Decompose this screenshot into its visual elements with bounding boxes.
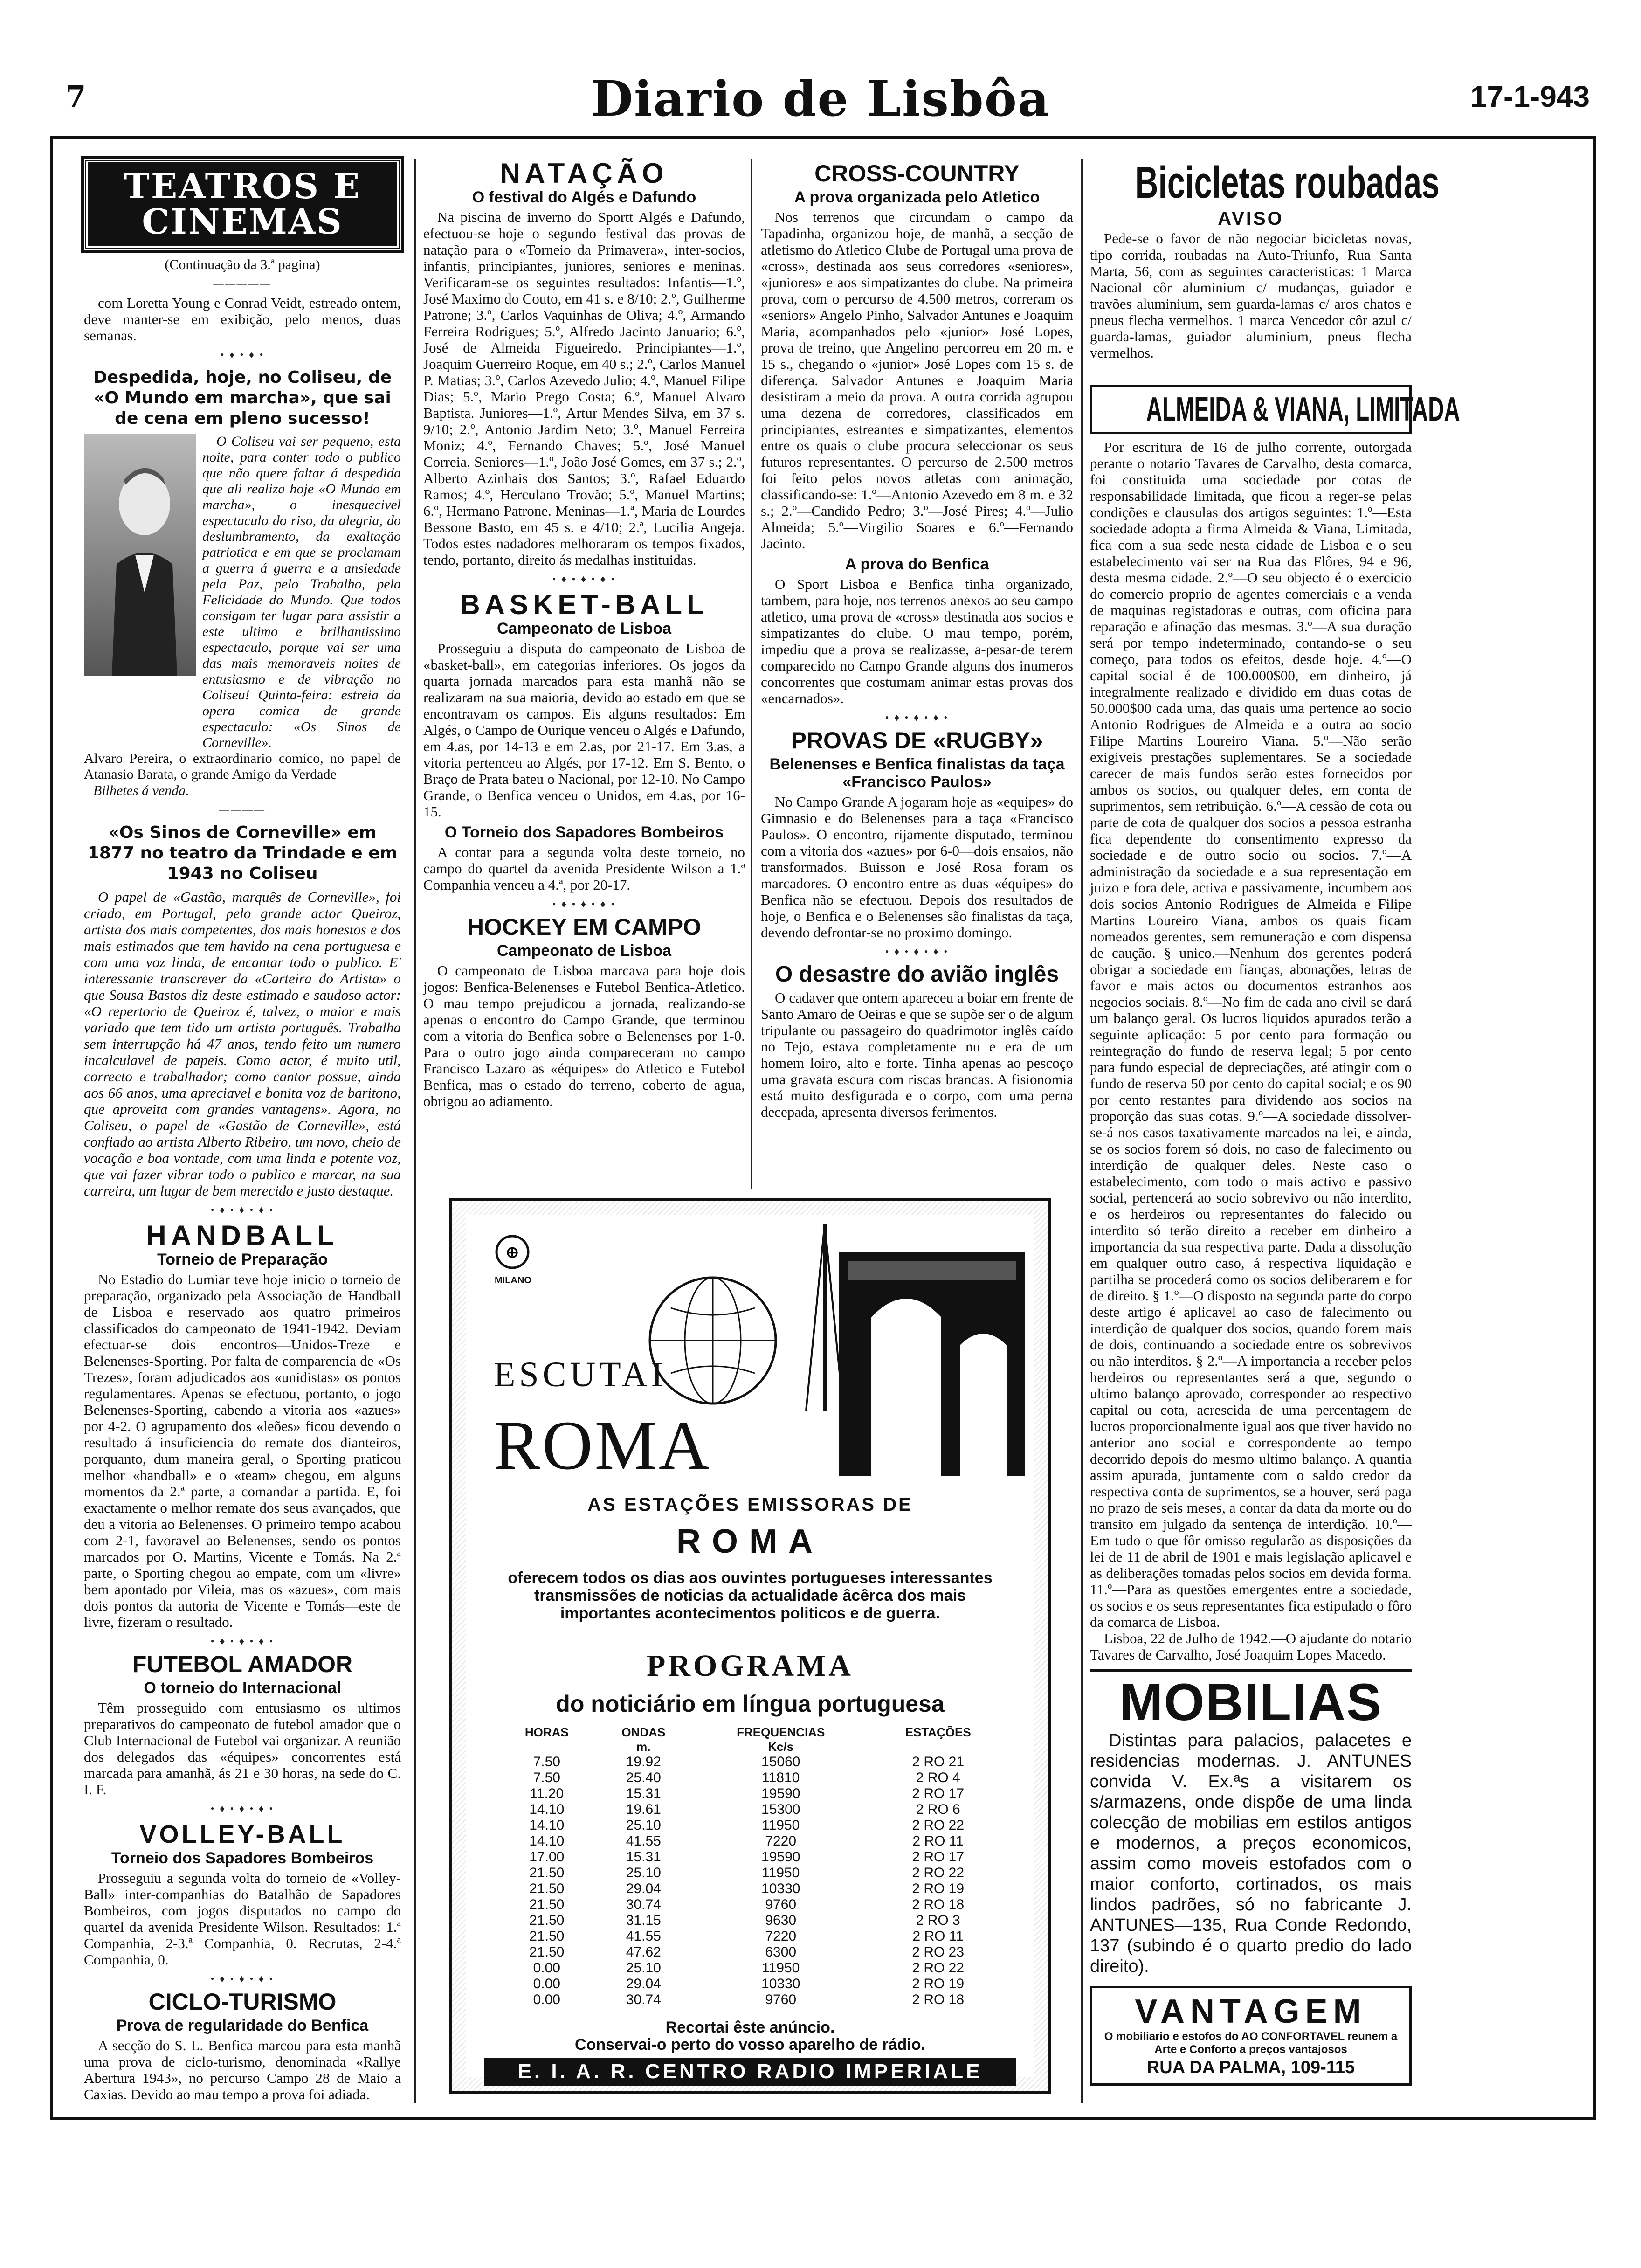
almeida-headline: ALMEIDA & VIANA, LIMITADA [1146, 391, 1460, 428]
frequencia-cell: 7220 [765, 1833, 797, 1849]
onda-cell: 30.74 [626, 1897, 661, 1912]
hora-cell: 17.00 [529, 1849, 565, 1865]
rugby-headline: PROVAS DE «RUGBY» [791, 727, 1043, 754]
hora-cell: 11.20 [530, 1786, 564, 1801]
separator: • ♦ • ♦ • ♦ • [210, 1635, 275, 1647]
futebol-subhead: O torneio do Internacional [144, 1679, 341, 1697]
teatros-cinemas-banner: TEATROS E CINEMAS [84, 159, 401, 250]
onda-cell: 25.40 [626, 1770, 661, 1785]
hockey-text: O campeonato de Lisboa marcava para hoje dois jogos: Benfica-Belenenses e Futebol Benfica-Atletico. O mau tempo prejudicou a jornada, realizando-se apenas o encontro do Campo Grande, que terminou com a vitoria do Benfica sobre o Belenenses por 1-0. Para o outro jogo ainda compareceram no campo Francisco Lazaro as «équipes» do Atletico e Futebol Benfica, mas o estado do terreno, coberto de agua, obrigou ao adiamento. [423, 962, 745, 1109]
column-1 [84, 159, 401, 2102]
natacao-headline: NATAÇÃO [500, 158, 669, 189]
cinema-intro: com Loretta Young e Conrad Veidt, estreado ontem, deve manter-se em exibição, pelo menos, duas semanas. [84, 295, 401, 344]
onda-cell: 41.55 [626, 1929, 661, 1944]
schedule-row [498, 1944, 1007, 1960]
almeida-box [1090, 385, 1460, 434]
despedida-text: O Coliseu vai ser pequeno, esta noite, para conter todo o publico que não quere faltar á despedida que ali realiza hoje «O Mundo em marcha», o inesquecivel espectaculo do riso, da alegria, do deslumbramento, da exaltação patriotica e em que se proclamam a guerra á guerra e a ansiedade pela Paz, pelo Trabalho, pela Felicidade do Mundo. Que todos consigam ter lugar para assistir a este ultimo e brilhantissimo espectaculo, porque vai ser uma das mais memoraveis noites de entusiasmo e de vibração no Coliseu! Quinta-feira: estreia da opera comica de grande espectaculo: «Os Sinos de Corneville». [202, 434, 401, 750]
benfica-text: O Sport Lisboa e Benfica tinha organizado, tambem, para hoje, nos terrenos anexos ao seu campo atletico, uma prova de «cross» destinada aos socios e simpatizantes do clube. O mau tempo, porém, impediu que a prova se realizasse, a-pesar-de terem comparecido no Campo Grande alguns dos inumeros concorrentes que costumam animar estas provas dos «encarnados». [761, 576, 1073, 706]
frequencia-cell: 10330 [761, 1881, 800, 1896]
basket-subhead: Campeonato de Lisboa [496, 620, 672, 637]
programa-text: PROGRAMA [647, 1649, 854, 1683]
oferecem-text: oferecem todos os dias aos ouvintes portugueses interessantes transmissões de noticias da actualidade âcêrca dos mais importantes acontecimentos politicos e de guerra. [508, 1569, 993, 1622]
frequencia-cell: 11950 [762, 1960, 800, 1976]
estacao-cell: 2 RO 17 [912, 1849, 965, 1865]
column-3 [761, 159, 1073, 1120]
schedule-header-row [498, 1725, 1007, 1740]
onda-cell: 29.04 [626, 1976, 661, 1991]
onda-cell: 15.31 [626, 1786, 661, 1801]
onda-cell: 25.10 [626, 1865, 661, 1881]
frequencia-cell: 6300 [765, 1944, 797, 1960]
actor-photo-block [84, 434, 196, 751]
roman-arch-illustration [773, 1224, 1034, 1485]
frequencia-cell: 19590 [761, 1849, 800, 1865]
frequencia-cell: 15300 [761, 1802, 800, 1817]
schedule-table [498, 1725, 1007, 2008]
hockey-headline: HOCKEY EM CAMPO [467, 914, 701, 940]
separator: ————— [1221, 366, 1280, 378]
separator: • ♦ • ♦ • ♦ • [210, 1973, 275, 1984]
hora-cell: 21.50 [529, 1929, 565, 1944]
frequencia-cell: 9760 [765, 1992, 797, 2007]
handball-headline: HANDBALL [146, 1220, 339, 1251]
schedule-row [498, 1976, 1007, 1992]
continuation-note: (Continuação da 3.ª pagina) [165, 257, 320, 272]
sinos-headline: «Os Sinos de Corneville» em 1877 no teatro da Trindade e em 1943 no Coliseu [87, 823, 398, 883]
cross-headline: CROSS-COUNTRY [814, 160, 1020, 187]
conservai-text: Conservai-o perto do vosso aparelho de rádio. [575, 2036, 925, 2054]
aviao-text: O cadaver que ontem apareceu a boiar em frente de Santo Amaro de Oeiras e que se supõe ser o de algum tripulante ou passageiro do quadrimotor inglês caído no Tejo, estava completamente nu e era de um homem loiro, alto e forte. Tinha apenas ao pescoço uma gravata escura com riscas brancas. A fisionomia está muito desfigurada e o corpo, com uma perna decepada, apresenta diversos ferimentos. [761, 989, 1073, 1120]
header-horas: HORAS [524, 1725, 569, 1739]
estacao-cell: 2 RO 19 [912, 1976, 965, 1991]
despedida-headline: Despedida, hoje, no Coliseu, de «O Mundo em marcha», que sai de cena em pleno sucesso! [93, 368, 392, 428]
separator: • ♦ • ♦ • ♦ • [210, 1204, 275, 1216]
noticiario-text: do noticiário em língua portuguesa [556, 1691, 945, 1717]
schedule-row [498, 1754, 1007, 1770]
separator: • ♦ • ♦ • ♦ • [885, 712, 949, 723]
frequencia-cell: 9630 [765, 1913, 797, 1928]
onda-cell: 19.61 [626, 1802, 661, 1817]
schedule-row [498, 1865, 1007, 1881]
despedida-block [84, 434, 401, 751]
onda-cell: 47.62 [626, 1944, 661, 1960]
estacao-cell: 2 RO 18 [912, 1897, 965, 1912]
actor-photo [84, 434, 196, 676]
estacao-cell: 2 RO 11 [912, 1929, 964, 1944]
mobilias-ad [1090, 1669, 1412, 1977]
unit-ondas: m. [636, 1740, 651, 1754]
sinos-text: O papel de «Gastão, marquês de Corneville», foi criado, em Portugal, pelo grande actor Queiroz, artista dos mais competentes, dos mais honestos e dos mais estimados que tem havido na cena portuguesa e com uma voz linda, de encantar todo o publico. E' interessante transcrever da «Carteira do Artista» o que Sousa Bastos diz deste estimado e saudoso actor: «O repertorio de Queiroz é, talvez, o maior e mais variado que tem tido um artista português. Trabalha sem interrupção há 47 anos, tendo feito um numero incalculavel de papeis. Como actor, é muito util, correcto e trabalhador; como cantor possue, ainda aos 66 anos, uma apreciavel e bonita voz de baritono, que aproveita com grandes vantagens». Agora, no Coliseu, o papel de «Gastão de Corneville», está confiado ao artista Alberto Ribeiro, um novo, cheio de vocação e boa vontade, com uma linda e potente voz, que vai fazer vibrar todo o publico e marcar, na sua carreira, um lugar de bem merecido e justo destaque. [84, 889, 401, 1199]
hora-cell: 0.00 [533, 1992, 560, 2007]
handball-text: No Estadio do Lumiar teve hoje inicio o torneio de preparação, organizado pela Associação de Handball de Lisboa e reservado aos quatro primeiros classificados do campeonato de 1941-1942. Deviam efectuar-se dois encontros—Unidos-Treze e Belenenses-Sporting. Por falta de comparencia de «Os Trezes», foram adjudicados aos «unidistas» os pontos regulamentares. Apenas se efectuou, portanto, o jogo Belenenses-Sporting, cabendo a vitoria aos «azues» por 4-2. O agrupamento dos «leões» ficou devendo o resultado á insuficiencia do remate dos dianteiros, porquanto, dum maneira geral, o Sporting praticou melhor «handball» e o «team» chegou, em alguns momentos da 2.ª parte, a comandar a partida. E, foi exactamente o melhor remate dos seus avançados, que deu a vitoria ao Belenenses. O primeiro tempo acabou com 2-1, favoravel ao Belenenses, sendo os pontos marcados por O. Martins, Vicente e Tomás. Na 2.ª parte, o Sporting chegou ao empate, com um «livre» bem apontado por Vileia, mas os «azues», com mais dois pontos da autoria de Vicente e Tomás—este de livre, fizeram o resultado. [84, 1271, 401, 1630]
schedule-row [498, 1881, 1007, 1897]
estacao-cell: 2 RO 22 [912, 1960, 965, 1976]
estacao-cell: 2 RO 3 [916, 1913, 960, 1928]
separator: • ♦ • ♦ • ♦ • [885, 946, 949, 957]
estacao-cell: 2 RO 19 [912, 1881, 965, 1896]
basket-text: Prosseguiu a disputa do campeonato de Lisboa de «basket-ball», em categorias inferiores. Os jogos da quarta jornada marcados para esta manhã não se realizaram na sua maioria, devido ao estado em que se encontravam os campos. Eis alguns resultados: Em Algés, o Campo de Ourique venceu o Algés e Dafundo, em 4.as, por 14-13 e em 2.as, por 21-17. Em 3.as, a vitoria pertenceu ao Algés, por 17-12. Em S. Bento, o Braço de Prata bateu o Nacional, por 12-10. No Campo Grande, o Benfica venceu o Unidos, em 4.as, por 16-15. [423, 640, 745, 820]
estacao-cell: 2 RO 17 [912, 1786, 965, 1801]
estacao-cell: 2 RO 6 [916, 1802, 960, 1817]
frequencia-cell: 11950 [762, 1865, 800, 1881]
vantagem-address: RUA DA PALMA, 109-115 [1146, 2058, 1355, 2077]
schedule-row [498, 1960, 1007, 1976]
aviso-subhead: AVISO [1218, 208, 1284, 229]
recortai-text: Recortai êste anúncio. [665, 2019, 835, 2036]
onda-cell: 19.92 [626, 1754, 661, 1770]
hora-cell: 21.50 [529, 1865, 565, 1881]
almeida-text: Por escritura de 16 de julho corrente, outorgada perante o notario Tavares de Carvalho, desta comarca, foi constituida uma sociedade por cotas de responsabilidade limitada, que ficou a reger-se pelas condições e clausulas dos artigos seguintes: 1.º—Esta sociedade adopta a firma Almeida & Viana, Limitada, fica com a sua sede nesta cidade de Lisboa e o seu estabelecimento vai ser na Rua das Flôres, 94 e 96, desta mesma cidade. 2.º—O seu objecto é o exercicio do comercio proprio de agentes comerciais e a venda de maquinas registadoras e outras, com oficina para reparação e afinação das mesmas. 3.º—A sua duração será por tempo indeterminado, contando-se o seu começo, para todos os efeitos, desde hoje. 4.º—O capital social é de 100.000$00, em dinheiro, já integralmente realizado e dividido em duas cotas de 50.000$00 cada uma, das quais uma pertence ao socio Antonio Rodrigues de Almeida e a outra ao socio Filipe Martins Loureiro Viana. 5.º—Não serão exigiveis prestações suplementares. Se a sociedade carecer de mais fundos serão estes fornecidos por ambos os socios, ou qualquer deles, em conta de suprimentos, sem retribuição. 6.º—A cessão de cota ou parte de cota de qualquer dos socios a pessoa estranha fica dependente do consentimento expresso da sociedade e de outro socio ou socios. 7.º—A administração da sociedade e a sua representação em juizo e fora dele, activa e passivamente, incumbem aos dois socios Antonio Rodrigues de Almeida e Filipe Martins Loureiro Viana, ambos os quais ficam nomeados gerentes, sem remuneração e com dispensa de caução. § unico.—Nenhum dos gerentes poderá obrigar a sociedade em fianças, abonações, letras de favor e mais actos ou documentos estranhos aos negocios sociais. 8.º—No fim de cada ano civil se dará um balanço geral. Os lucros liquidos apurados terão a seguinte aplicação: 5 por cento para formação ou reintegração do fundo de reserva legal; 5 por cento para fundo especial de depreciações, até atingir com o fundo de reserva 50 por cento do capital social; e os 90 por cento restantes para dividendo aos socios na proporção das suas cotas. 9.º—A sociedade dissolver-se-á nos casos taxativamente marcados na lei, e ainda, se os socios forem só dois, no caso de falecimento ou interdição de qualquer deles. Neste caso o estabelecimento, com todo o mais activo e passivo social, pertencerá ao socio sobrevivo ou não interdito, e os herdeiros ou representantes do falecido ou interdito só terão direito a receber em dinheiro a importancia da sua respectiva parte. Dada a dissolução em qualquer outro caso, á respectiva liquidação e partilha se procederá como os socios deliberarem e for de direito. § 1.º—O disposto na segunda parte do corpo deste artigo é aplicavel ao caso de falecimento ou interdição de qualquer dos socios, quando forem mais de dois, continuando a sociedade entre os sobrevivos ou não interditos. § 2.º—A importancia a receber pelos herdeiros ou representantes será a que, segundo o ultimo balanço aprovado, corresponder ao respectivo capital ou cota, acrescida de uma percentagem de lucros proporcionalmente igual aos que tiver havido no anterior ano social e correspondente ao tempo decorrido depois do mesmo ultimo balanço. A quantia assim apurada, juntamente com o saldo credor da respectiva conta de suprimentos, se a houver, será paga no prazo de seis meses, a contar da data da morte ou do transito em julgado da sentença de interdição. 10.º—Em tudo o que fôr omisso regularão as disposições da lei de 11 de abril de 1901 e mais legislação aplicavel e as deliberações tomadas pelos socios em devida forma. 11.º—Para as questões emergentes entre a sociedade, os socios e os seus representantes fica estipulado o fôro da comarca de Lisboa. [1090, 439, 1412, 1630]
schedule-units-row [498, 1740, 1007, 1754]
ciclo-headline: CICLO-TURISMO [148, 1989, 337, 2015]
rugby-text: No Campo Grande A jogaram hoje as «equipes» do Gimnasio e do Belenenses para a taça «Francisco Paulos». O encontro, rijamente disputado, terminou com a vitoria dos «azues» por 6-0—dois ensaios, não transformados. Buisson e José Rosa foram os marcadores. O encontro entre as duas «équipes» do Benfica não se efectuou. Depois dos resultados de hoje, o Benfica e o Belenenses são finalistas da taça, devendo defrontar-se no proximo domingo. [761, 794, 1073, 940]
hora-cell: 7.50 [533, 1754, 560, 1770]
separator: • ♦ • ♦ • [220, 349, 265, 360]
hora-cell: 0.00 [533, 1976, 560, 1991]
schedule-row [498, 1786, 1007, 1802]
column-divider [751, 159, 752, 1189]
hora-cell: 14.10 [529, 1833, 565, 1849]
handball-subhead: Torneio de Preparação [157, 1251, 328, 1268]
hora-cell: 21.50 [529, 1897, 565, 1912]
estacao-cell: 2 RO 22 [912, 1865, 965, 1881]
header-ondas: ONDAS [621, 1725, 666, 1739]
hora-cell: 7.50 [533, 1770, 560, 1785]
rugby-subhead: Belenenses e Benfica finalistas da taça «Francisco Paulos» [769, 755, 1065, 791]
page-number: 7 [65, 79, 86, 114]
schedule-row [498, 1818, 1007, 1833]
hora-cell: 21.50 [529, 1944, 565, 1960]
escutai-text: ESCUTAI [494, 1355, 667, 1394]
frequencia-cell: 7220 [765, 1929, 797, 1944]
estacao-cell: 2 RO 21 [912, 1754, 965, 1770]
onda-cell: 29.04 [626, 1881, 661, 1896]
cross-subhead: A prova organizada pelo Atletico [794, 188, 1040, 206]
onda-cell: 30.74 [626, 1992, 661, 2007]
separator: • ♦ • ♦ • ♦ • [552, 573, 616, 585]
roma-big-text: ROMA [494, 1407, 711, 1484]
column-2 [423, 159, 745, 1109]
schedule-row [498, 1770, 1007, 1786]
separator: ————— [213, 278, 272, 290]
onda-cell: 31.15 [626, 1913, 661, 1928]
estacao-cell: 2 RO 11 [912, 1833, 964, 1849]
issue-date: 17-1-943 [1470, 80, 1590, 113]
hora-cell: 0.00 [533, 1960, 560, 1976]
hora-cell: 14.10 [529, 1802, 565, 1817]
column-divider [414, 159, 416, 2103]
onda-cell: 25.10 [626, 1818, 661, 1833]
schedule-body [498, 1754, 1007, 2008]
separator: • ♦ • ♦ • ♦ • [552, 898, 616, 910]
estacao-cell: 2 RO 18 [912, 1992, 965, 2007]
roma-mid-text: ROMA [676, 1523, 824, 1560]
volley-text: Prosseguiu a segunda volta do torneio de «Volley-Ball» inter-companhias do Batalhão de Sapadores Bombeiros, com jogos disputados no campo do quartel da avenida Presidente Wilson. Resultados: 1.ª Companhia, 2-3.ª Companhia, 0. Recrutas, 2-4.ª Companhia, 0. [84, 1870, 401, 1968]
estacao-cell: 2 RO 22 [912, 1818, 965, 1833]
ciclo-subhead: Prova de regularidade do Benfica [116, 2017, 369, 2034]
onda-cell: 25.10 [626, 1960, 661, 1976]
onda-cell: 15.31 [626, 1849, 661, 1865]
bicicletas-headline: Bicicletas roubadas [1135, 158, 1440, 207]
unit-estacoes [869, 1740, 1007, 1754]
schedule-row [498, 1913, 1007, 1929]
schedule-row [498, 1929, 1007, 1944]
hora-cell: 21.50 [529, 1913, 565, 1928]
aviao-headline: O desastre do avião inglês [775, 962, 1059, 987]
volley-headline: VOLLEY-BALL [139, 1820, 345, 1848]
hora-cell: 14.10 [529, 1818, 565, 1833]
frequencia-cell: 19590 [761, 1786, 800, 1801]
bilhetes-note: Bilhetes á venda. [93, 783, 189, 798]
column-4 [1090, 158, 1460, 2086]
cross-text: Nos terrenos que circundam o campo da Tapadinha, organizou hoje, de manhã, a secção de atletismo do Atletico Clube de Portugal uma prova de «cross», destinada aos seus corredores «seniores», «juniores» e aos simpatizantes do clube. Na primeira prova, com o percurso de 4.500 metros, correram os «seniors» Angelo Pinho, Salvador Antunes e Joaquim Maria, acompanhados pelo «junior» José Lopes, prova de treino, que Angelino percorreu em 20 m. e 15 s., chegando o «junior» José Lopes com 15 s. de diferença. Salvador Antunes e Joaquim Maria desistiram a meio da prova. A outra corrida agrupou uma dezena de corredores, classificados em principiantes, estreantes e simpatizantes, elementos entre os quais o clube procura seleccionar os seus futuros representantes. O percurso de 2.500 metros foi feito pelos novos atletas com animação, classificando-se: 1.º—Antonio Azevedo em 8 m. e 32 s.; 2.º—Candido Pedro; 3.º—José Pires; 4.º—Julio Almeida; 5.º—Virgilio Soares e 6.º—Fernando Jacinto. [761, 209, 1073, 552]
natacao-text: Na piscina de inverno do Sportt Algés e Dafundo, efectuou-se hoje o segundo festival das provas de natação para o «Torneio da Primavera», inter-socios, infantis, principiantes, juniores, seniores e meninas. Verificaram-se os seguintes resultados: Infantis—1.º, José Maximo do Couto, em 41 s. e 8/10; 2.º, Guilherme Patrone; 3.º, Carlos Vaquinhas de Oliva; 4.º, Armando Ferreira Rodrigues; 5.º, Alfredo Jacinto Januario; 6.º, José de Almeida Figueiredo. Principiantes—1.º, Joaquim Guerreiro Roque, em 40 s.; 2.º, Carlos Manuel P. Matias; 3.º, Carlos Azevedo Julio; 4.º, Manuel Filipe Dias; 5.º, Mario Prego Costa; 6.º, Manuel Alvaro Baptista. Juniores—1.º, Artur Mendes Silva, em 37 s. 9/10; 2.º, Antonio Jardim Neto; 3.º, Manuel Ferreira Moniz; 4.º, Fernando Chaves; 5.º, José Manuel Correia. Seniores—1.º, João José Gomes, em 37 s.; 2.º, Alberto Azinhais dos Santos; 3.º, Rafael Eduardo Ramos; 4.º, Herculano Trovão; 5.º, Manuel Martins; 6.º, Hermano Patrone. Meninas—1.ª, Maria de Lourdes Bessone Basto, em 45 s. e 4/10; 2.ª, Lucilia Angeja. Todos estes nadadores melhoraram os tempos fixados, tendo, portanto, direito ás medalhas instituidas. [423, 209, 745, 568]
newspaper-title: Diario de Lisbôa [591, 70, 1050, 127]
bicicletas-text: Pede-se o favor de não negociar bicicletas novas, tipo corrida, roubadas na Auto-Triunfo, Rua Santa Marta, 56, com as seguintes caracteristicas: 1 Marca Nacional côr aluminium c/ mudanças, guiador e travões aluminium, sem guarda-lamas c/ aros chatos e pneus flecha vermelhos. 1 marca Vencedor côr azul c/ guarda-lamas, guiador aluminium, pneus flecha vermelhos. [1090, 230, 1412, 361]
advert-inner [466, 1215, 1034, 2083]
frequencia-cell: 15060 [761, 1754, 800, 1770]
ciclo-text: A secção do S. L. Benfica marcou para esta manhã uma prova de ciclo-turismo, denominada «Rallye Abertura 1943», no percurso Campo 28 de Maio a Caxias. Devido ao mau tempo a prova foi adiada. [84, 2037, 401, 2102]
almeida-signature: Lisboa, 22 de Julho de 1942.—O ajudante do notario Tavares de Carvalho, José Joaquim Lopes Macedo. [1090, 1630, 1412, 1663]
schedule-row [498, 1897, 1007, 1913]
eiar-footer: E. I. A. R. CENTRO RADIO IMPERIALE [484, 2058, 1016, 2086]
benfica-subhead: A prova do Benfica [845, 555, 989, 573]
svg-text:⊕: ⊕ [505, 1244, 519, 1261]
torneio-text: A contar para a segunda volta deste torneio, no campo do quartel da avenida Presidente Wilson a 1.ª Companhia venceu a 4.ª, por 20-17. [423, 844, 745, 893]
column-divider [1081, 159, 1083, 2103]
vantagem-text: O mobiliario e estofos do AO CONFORTAVEL reunem a Arte e Conforto a preços vantajosos [1104, 2030, 1398, 2056]
estacao-cell: 2 RO 4 [916, 1770, 960, 1785]
unit-frequencias: Kc/s [768, 1740, 794, 1754]
estacao-cell: 2 RO 23 [912, 1944, 965, 1960]
frequencia-cell: 11810 [762, 1770, 800, 1785]
schedule-row [498, 1992, 1007, 2008]
frequencia-cell: 11950 [762, 1818, 800, 1833]
vantagem-headline: VANTAGEM [1135, 1993, 1367, 2030]
schedule-row [498, 1833, 1007, 1849]
hockey-subhead: Campeonato de Lisboa [496, 942, 672, 960]
frequencia-cell: 10330 [761, 1976, 800, 1991]
photo-caption: Alvaro Pereira, o extraordinario comico, no papel de Atanasio Barata, o grande Amigo da Verdade [84, 751, 401, 782]
milano-label: MILANO [495, 1275, 531, 1286]
separator: ———— [219, 804, 266, 816]
header-estacoes: ESTAÇÕES [905, 1725, 971, 1739]
volley-subhead: Torneio dos Sapadores Bombeiros [111, 1849, 374, 1867]
vantagem-ad [1090, 1986, 1412, 2086]
natacao-subhead: O festival do Algés e Dafundo [472, 188, 696, 206]
basket-headline: BASKET-BALL [460, 589, 709, 620]
futebol-text: Têm prosseguido com entusiasmo os ultimos preparativos do campeonato de futebol amador que o Club Internacional de Futebol vai organizar. A reunião dos delegados das «équipes» concorrentes está marcada para amanhã, ás 21 e 30 horas, na sede do C. I. F. [84, 1700, 401, 1798]
torneio-subhead: O Torneio dos Sapadores Bombeiros [444, 823, 724, 841]
onda-cell: 41.55 [626, 1833, 661, 1849]
unit-horas [498, 1740, 595, 1754]
hora-cell: 21.50 [529, 1881, 565, 1896]
frequencia-cell: 9760 [765, 1897, 797, 1912]
header-frequencias: FREQUENCIAS [737, 1725, 825, 1739]
estacoes-text: AS ESTAÇÕES EMISSORAS DE [587, 1494, 913, 1515]
schedule-row [498, 1802, 1007, 1818]
schedule-row [498, 1849, 1007, 1865]
mobilias-headline: MOBILIAS [1119, 1673, 1382, 1731]
roma-radio-advert [449, 1198, 1051, 2094]
separator: • ♦ • ♦ • ♦ • [210, 1803, 275, 1814]
mobilias-text: Distintas para palacios, palacetes e residencias modernas. J. ANTUNES convida V. Ex.ªs a visitarem os s/armazens, onde dispõe de uma linda colecção de mobilias em estilos antigos e modernos, a preços economicos, assim como moveis estofados com o maior conforto, cortinados, os mais lindos padrões, só no fabricante J. ANTUNES—135, Rua Conde Redondo, 137 (subindo é o quarto predio do lado direito). [1090, 1731, 1412, 1976]
futebol-headline: FUTEBOL AMADOR [132, 1651, 353, 1677]
